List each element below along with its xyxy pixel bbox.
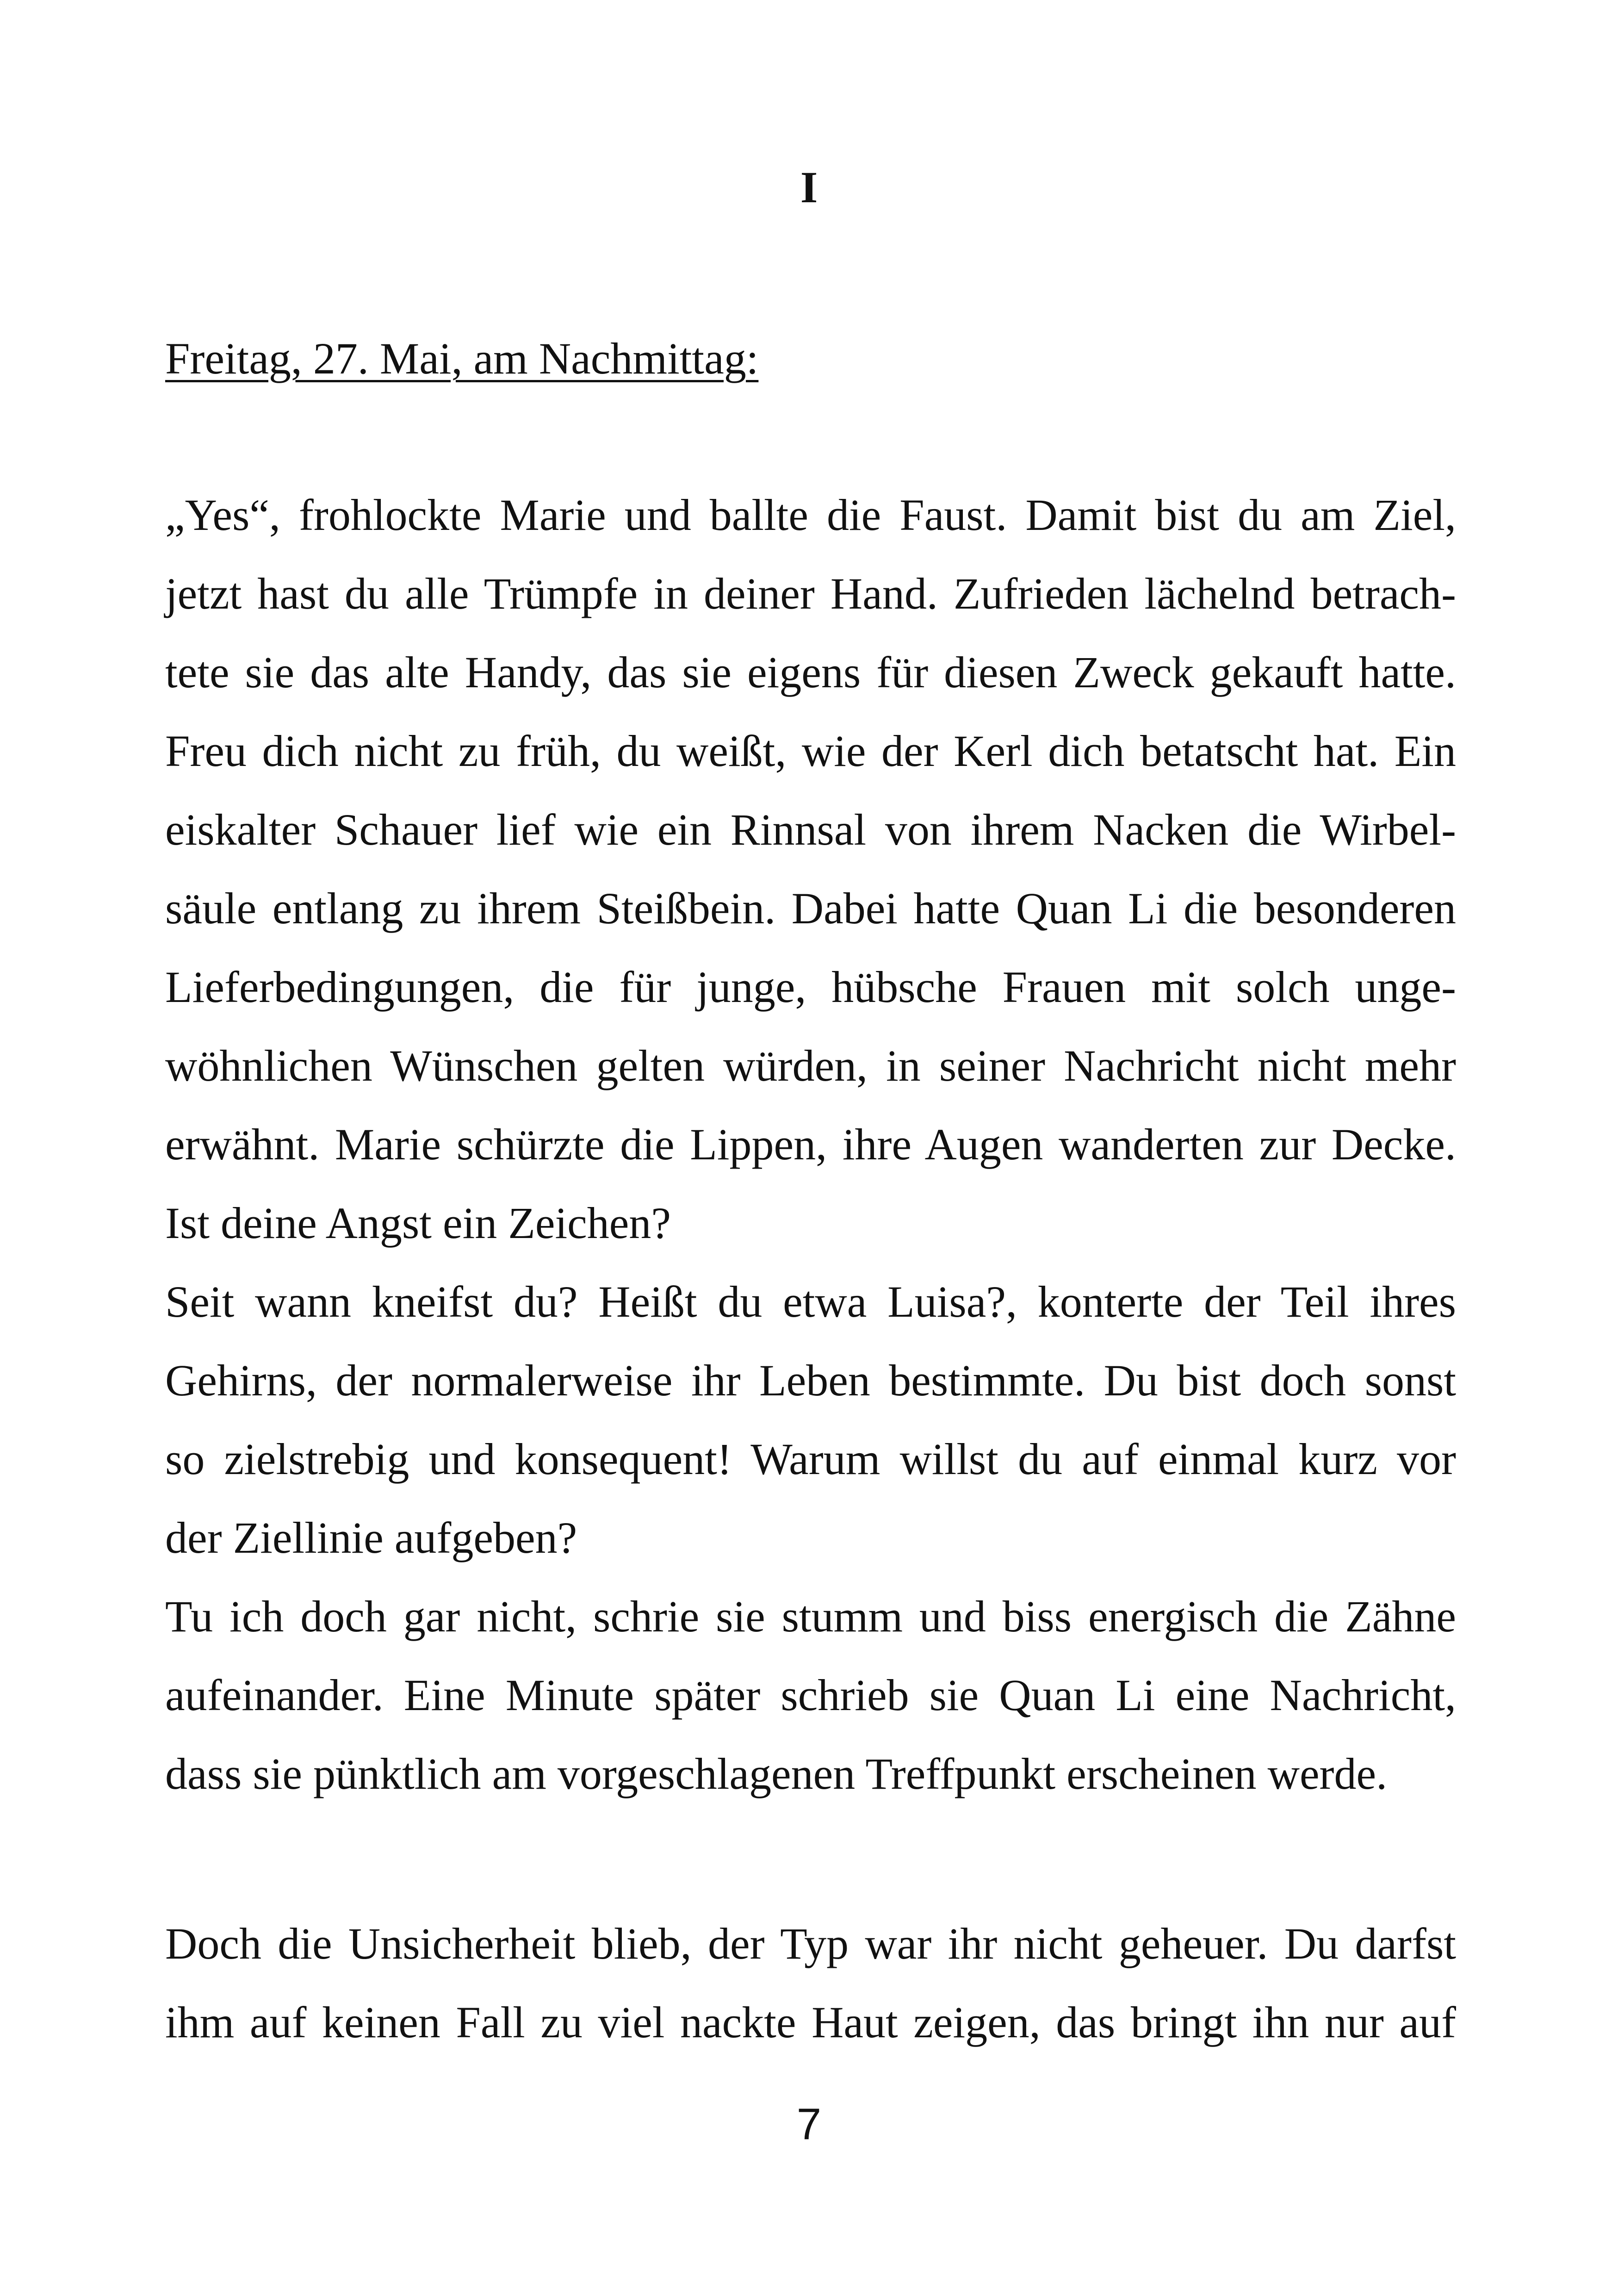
section-heading: Freitag, 27. Mai, am Nachmittag: — [165, 334, 759, 383]
text-line: ihm auf keinen Fall zu viel nackte Haut zeigen, das bringt ihn nur auf — [165, 1997, 1456, 2047]
text-line: so zielstrebig und konsequent! Warum willst du auf einmal kurz vor — [165, 1434, 1456, 1484]
text-line: „Yes“, frohlockte Marie und ballte die Faust. Damit bist du am Ziel, — [165, 490, 1456, 540]
page-number: 7 — [796, 2099, 822, 2149]
paragraph-2 — [165, 1904, 1456, 2062]
text-line: erwähnt. Marie schürzte die Lippen, ihre Augen wanderten zur Decke. — [165, 1120, 1456, 1169]
paragraph-1 — [165, 476, 1456, 1813]
text-line: eiskalter Schauer lief wie ein Rinnsal von ihrem Nacken die Wirbel- — [165, 805, 1456, 854]
text-line: dass sie pünktlich am vorgeschlagenen Treffpunkt erscheinen werde. — [165, 1749, 1388, 1798]
text-line: aufeinander. Eine Minute später schrieb sie Quan Li eine Nachricht, — [165, 1670, 1456, 1720]
text-line: Ist deine Angst ein Zeichen? — [165, 1198, 671, 1248]
text-line: tete sie das alte Handy, das sie eigens für diesen Zweck gekauft hatte. — [165, 647, 1456, 697]
text-line: Tu ich doch gar nicht, schrie sie stumm und biss energisch die Zähne — [165, 1592, 1456, 1641]
chapter-number: I — [800, 162, 818, 212]
text-line: Lieferbedingungen, die für junge, hübsche Frauen mit solch unge- — [165, 962, 1456, 1012]
text-line: jetzt hast du alle Trümpfe in deiner Hand. Zufrieden lächelnd betrach- — [165, 569, 1456, 618]
text-line: Seit wann kneifst du? Heißt du etwa Luisa?, konterte der Teil ihres — [165, 1277, 1456, 1326]
text-line: wöhnlichen Wünschen gelten würden, in seiner Nachricht nicht mehr — [165, 1041, 1456, 1090]
text-line: der Ziellinie aufgeben? — [165, 1513, 577, 1562]
text-line: säule entlang zu ihrem Steißbein. Dabei hatte Quan Li die besonderen — [165, 884, 1456, 933]
text-line: Doch die Unsicherheit blieb, der Typ war ihr nicht geheuer. Du darfst — [165, 1919, 1456, 1968]
text-line: Freu dich nicht zu früh, du weißt, wie der Kerl dich betatscht hat. Ein — [165, 726, 1456, 776]
text-line: Gehirns, der normalerweise ihr Leben bestimmte. Du bist doch sonst — [165, 1356, 1456, 1405]
